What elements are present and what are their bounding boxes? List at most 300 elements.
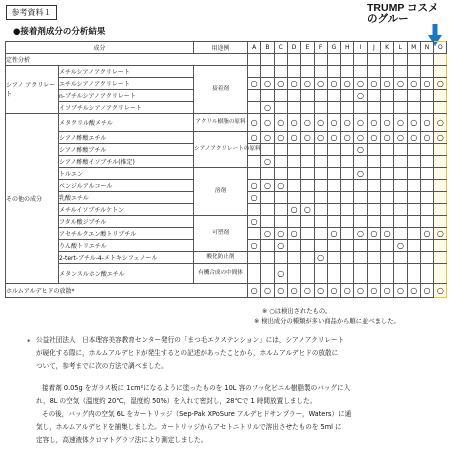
result-mark bbox=[420, 66, 433, 78]
result-mark: ○ bbox=[354, 284, 367, 298]
result-mark bbox=[248, 204, 261, 216]
table-row bbox=[6, 252, 447, 264]
result-mark bbox=[327, 216, 340, 228]
empty-cell bbox=[301, 54, 314, 66]
empty-cell bbox=[434, 54, 447, 66]
result-mark bbox=[327, 192, 340, 204]
result-mark bbox=[380, 156, 393, 168]
result-mark bbox=[301, 168, 314, 180]
result-mark bbox=[327, 156, 340, 168]
result-mark: ○ bbox=[327, 78, 340, 90]
result-mark bbox=[301, 90, 314, 102]
result-mark: ○ bbox=[420, 228, 433, 240]
result-mark bbox=[394, 156, 407, 168]
result-mark: ○ bbox=[354, 78, 367, 90]
result-mark bbox=[394, 252, 407, 264]
result-mark bbox=[248, 66, 261, 78]
result-mark: ○ bbox=[274, 240, 287, 252]
result-mark bbox=[434, 216, 447, 228]
result-mark bbox=[261, 264, 274, 284]
result-mark: ○ bbox=[301, 78, 314, 90]
result-mark bbox=[394, 264, 407, 284]
component-name: りん酸トリエチル bbox=[59, 240, 194, 252]
result-mark bbox=[367, 144, 380, 156]
result-mark bbox=[261, 90, 274, 102]
result-mark: ○ bbox=[248, 240, 261, 252]
result-mark: ○ bbox=[394, 78, 407, 90]
result-mark bbox=[380, 90, 393, 102]
result-mark bbox=[341, 216, 354, 228]
result-mark: ○ bbox=[287, 284, 300, 298]
result-mark bbox=[341, 228, 354, 240]
empty-cell bbox=[380, 54, 393, 66]
result-mark bbox=[274, 204, 287, 216]
result-mark bbox=[354, 216, 367, 228]
result-mark bbox=[327, 240, 340, 252]
col-header: L bbox=[394, 42, 407, 54]
result-mark bbox=[354, 240, 367, 252]
result-mark bbox=[301, 216, 314, 228]
component-name: メタクリル酸メチル bbox=[59, 114, 194, 132]
result-mark bbox=[434, 180, 447, 192]
result-mark bbox=[367, 102, 380, 114]
section-row bbox=[6, 54, 447, 66]
result-mark bbox=[341, 204, 354, 216]
result-mark: ○ bbox=[434, 114, 447, 132]
footnote-line: 接着剤 0.05g をガラス板に 1cm²になるように塗ったものを 10L 容のフッ化ビニル樹脂製のバッグに入 bbox=[42, 384, 351, 392]
result-mark bbox=[380, 216, 393, 228]
result-mark bbox=[394, 192, 407, 204]
empty-cell bbox=[407, 54, 420, 66]
usage-cell: シアノアクリレートの原料 bbox=[194, 132, 248, 168]
result-mark bbox=[314, 156, 327, 168]
analysis-table bbox=[5, 41, 447, 298]
result-mark bbox=[301, 66, 314, 78]
result-mark bbox=[380, 66, 393, 78]
component-name: シアノ酢酸エチル bbox=[59, 132, 194, 144]
component-name: イソブチルシアノアクリレート bbox=[59, 102, 194, 114]
result-mark bbox=[248, 264, 261, 284]
result-mark: ○ bbox=[327, 114, 340, 132]
result-mark bbox=[274, 192, 287, 204]
result-mark bbox=[367, 66, 380, 78]
usage-cell: 可塑剤 bbox=[194, 216, 248, 252]
result-mark: ○ bbox=[248, 192, 261, 204]
result-mark bbox=[301, 264, 314, 284]
result-mark: ○ bbox=[354, 90, 367, 102]
col-header: J bbox=[367, 42, 380, 54]
result-mark bbox=[327, 168, 340, 180]
table-row bbox=[6, 66, 447, 78]
category-cell: その他の成分 bbox=[6, 114, 59, 284]
result-mark bbox=[434, 90, 447, 102]
footnote-mark: * bbox=[27, 338, 31, 346]
brand-line-2: のグルー bbox=[367, 13, 409, 25]
result-mark bbox=[248, 90, 261, 102]
result-mark: ○ bbox=[394, 240, 407, 252]
result-mark bbox=[261, 252, 274, 264]
result-mark bbox=[434, 240, 447, 252]
result-mark bbox=[287, 144, 300, 156]
result-mark bbox=[354, 102, 367, 114]
result-mark bbox=[314, 180, 327, 192]
component-name: メチルシアノアクリレート bbox=[59, 66, 194, 78]
result-mark: ○ bbox=[274, 114, 287, 132]
result-mark bbox=[327, 252, 340, 264]
result-mark bbox=[261, 240, 274, 252]
empty-cell bbox=[394, 54, 407, 66]
result-mark bbox=[287, 156, 300, 168]
result-mark: ○ bbox=[407, 78, 420, 90]
result-mark: ○ bbox=[327, 132, 340, 144]
result-mark: ○ bbox=[327, 284, 340, 298]
result-mark: ○ bbox=[248, 132, 261, 144]
result-mark: ○ bbox=[248, 114, 261, 132]
result-mark bbox=[407, 168, 420, 180]
empty-cell bbox=[274, 54, 287, 66]
empty-cell bbox=[354, 54, 367, 66]
result-mark bbox=[407, 240, 420, 252]
result-mark: ○ bbox=[354, 132, 367, 144]
result-mark bbox=[394, 144, 407, 156]
result-mark bbox=[248, 252, 261, 264]
result-mark bbox=[341, 144, 354, 156]
result-mark bbox=[434, 144, 447, 156]
section-label: 定性分析 bbox=[6, 54, 248, 66]
result-mark bbox=[354, 264, 367, 284]
result-mark: ○ bbox=[274, 180, 287, 192]
result-mark bbox=[394, 204, 407, 216]
result-mark bbox=[327, 66, 340, 78]
result-mark: ○ bbox=[314, 252, 327, 264]
result-mark bbox=[314, 102, 327, 114]
result-mark: ○ bbox=[354, 168, 367, 180]
note-detected: ※ ○は検出されたもの。 bbox=[262, 308, 332, 315]
result-mark bbox=[341, 180, 354, 192]
result-mark bbox=[327, 90, 340, 102]
result-mark bbox=[367, 180, 380, 192]
result-mark bbox=[287, 66, 300, 78]
result-mark bbox=[261, 168, 274, 180]
result-mark bbox=[420, 240, 433, 252]
result-mark bbox=[420, 102, 433, 114]
result-mark bbox=[287, 216, 300, 228]
result-mark bbox=[274, 66, 287, 78]
result-mark bbox=[367, 156, 380, 168]
result-mark bbox=[407, 192, 420, 204]
result-mark: ○ bbox=[261, 132, 274, 144]
result-mark bbox=[434, 192, 447, 204]
result-mark bbox=[287, 180, 300, 192]
result-mark bbox=[420, 192, 433, 204]
empty-cell bbox=[341, 54, 354, 66]
result-mark: ○ bbox=[301, 284, 314, 298]
result-mark bbox=[314, 264, 327, 284]
result-mark bbox=[314, 144, 327, 156]
result-mark bbox=[301, 144, 314, 156]
result-mark bbox=[301, 252, 314, 264]
result-mark bbox=[248, 228, 261, 240]
result-mark bbox=[367, 168, 380, 180]
result-mark: ○ bbox=[434, 284, 447, 298]
footnote-line: れ，8L の空気（温度約 20℃，湿度約 50%）を入れて密封し，28℃で 1 時間放置しました。 bbox=[36, 397, 317, 405]
result-mark bbox=[380, 252, 393, 264]
result-mark bbox=[434, 66, 447, 78]
result-mark: ○ bbox=[341, 132, 354, 144]
result-mark bbox=[314, 90, 327, 102]
result-mark bbox=[434, 204, 447, 216]
result-mark: ○ bbox=[434, 132, 447, 144]
result-mark bbox=[341, 240, 354, 252]
result-mark: ○ bbox=[394, 114, 407, 132]
result-mark bbox=[367, 264, 380, 284]
result-mark bbox=[407, 216, 420, 228]
result-mark bbox=[367, 192, 380, 204]
result-mark bbox=[380, 168, 393, 180]
result-mark: ○ bbox=[380, 78, 393, 90]
result-mark bbox=[407, 228, 420, 240]
col-header-highlighted: O bbox=[434, 42, 447, 54]
result-mark: ○ bbox=[301, 132, 314, 144]
col-header: 成分 bbox=[6, 42, 194, 54]
result-mark: ○ bbox=[274, 264, 287, 284]
result-mark: ○ bbox=[434, 78, 447, 90]
empty-cell bbox=[314, 54, 327, 66]
result-mark bbox=[341, 102, 354, 114]
result-mark bbox=[248, 168, 261, 180]
result-mark: ○ bbox=[341, 284, 354, 298]
result-mark bbox=[314, 66, 327, 78]
component-name: フタル酸ジブチル bbox=[59, 216, 194, 228]
col-header: B bbox=[261, 42, 274, 54]
table-row bbox=[6, 168, 447, 180]
result-mark: ○ bbox=[314, 284, 327, 298]
result-mark: ○ bbox=[407, 132, 420, 144]
component-name: メタンスルホン酸エチル bbox=[59, 264, 194, 284]
result-mark bbox=[341, 156, 354, 168]
result-mark bbox=[394, 102, 407, 114]
result-mark: ○ bbox=[420, 132, 433, 144]
result-mark bbox=[380, 102, 393, 114]
result-mark bbox=[394, 216, 407, 228]
component-name: メチルイソブチルケトン bbox=[59, 204, 194, 216]
result-mark bbox=[301, 192, 314, 204]
empty-cell bbox=[287, 54, 300, 66]
result-mark bbox=[274, 216, 287, 228]
result-mark: ○ bbox=[367, 132, 380, 144]
col-header: K bbox=[380, 42, 393, 54]
result-mark bbox=[407, 66, 420, 78]
result-mark: ○ bbox=[261, 156, 274, 168]
result-mark: ○ bbox=[248, 216, 261, 228]
result-mark bbox=[420, 180, 433, 192]
result-mark bbox=[314, 216, 327, 228]
component-name: シアノ酢酸イソブチル(推定) bbox=[59, 156, 194, 168]
footnote-line: が硬化する際に，ホルムアルデヒドが発生するとの記述があったことから，ホルムアルデヒドの放散に bbox=[36, 349, 339, 357]
result-mark: ○ bbox=[354, 228, 367, 240]
result-mark bbox=[314, 204, 327, 216]
result-mark: ○ bbox=[274, 78, 287, 90]
brand-annotation bbox=[367, 3, 447, 25]
result-mark bbox=[261, 204, 274, 216]
empty-cell bbox=[327, 54, 340, 66]
result-mark bbox=[327, 204, 340, 216]
result-mark bbox=[341, 90, 354, 102]
result-mark bbox=[407, 144, 420, 156]
result-mark bbox=[301, 156, 314, 168]
component-name: アセチルクエン酸トリブチル bbox=[59, 228, 194, 240]
result-mark bbox=[327, 180, 340, 192]
result-mark bbox=[274, 102, 287, 114]
result-mark bbox=[261, 66, 274, 78]
result-mark: ○ bbox=[394, 132, 407, 144]
result-mark bbox=[341, 168, 354, 180]
result-mark: ○ bbox=[314, 132, 327, 144]
header-row bbox=[6, 42, 447, 54]
result-mark bbox=[287, 102, 300, 114]
result-mark bbox=[367, 204, 380, 216]
col-header: N bbox=[420, 42, 433, 54]
result-mark bbox=[420, 204, 433, 216]
result-mark bbox=[261, 192, 274, 204]
result-mark: ○ bbox=[367, 114, 380, 132]
result-mark: ○ bbox=[380, 284, 393, 298]
result-mark bbox=[354, 180, 367, 192]
result-mark bbox=[314, 228, 327, 240]
table-title: ●接着剤成分の分析結果 bbox=[13, 27, 106, 37]
footnote-line: 気し，ホルムアルデヒドを捕集しました。カートリッジからアセトニトリルで溶出させたものを 5ml に bbox=[36, 423, 342, 431]
result-mark: ○ bbox=[434, 228, 447, 240]
empty-cell bbox=[248, 54, 261, 66]
result-mark bbox=[287, 252, 300, 264]
result-mark bbox=[341, 192, 354, 204]
result-mark bbox=[274, 156, 287, 168]
component-name: 2-tert-ブチル-4-メトキシフェノール bbox=[59, 252, 194, 264]
usage-cell: アクリル樹脂の原料 bbox=[194, 114, 248, 132]
result-mark: ○ bbox=[367, 284, 380, 298]
result-mark bbox=[354, 66, 367, 78]
component-name: n-ブチルシアノアクリレート bbox=[59, 90, 194, 102]
component-name: 乳酸エチル bbox=[59, 192, 194, 204]
result-mark bbox=[274, 252, 287, 264]
result-mark bbox=[394, 228, 407, 240]
result-mark bbox=[301, 240, 314, 252]
empty-cell bbox=[261, 54, 274, 66]
result-mark: ○ bbox=[380, 132, 393, 144]
result-mark bbox=[367, 90, 380, 102]
result-mark bbox=[394, 180, 407, 192]
result-mark bbox=[301, 180, 314, 192]
result-mark bbox=[248, 156, 261, 168]
result-mark: ○ bbox=[314, 78, 327, 90]
result-mark bbox=[287, 90, 300, 102]
result-mark: ○ bbox=[394, 284, 407, 298]
empty-cell bbox=[367, 54, 380, 66]
col-header: F bbox=[314, 42, 327, 54]
result-mark: ○ bbox=[420, 114, 433, 132]
result-mark bbox=[420, 264, 433, 284]
result-mark bbox=[274, 168, 287, 180]
result-mark: ○ bbox=[261, 228, 274, 240]
result-mark: ○ bbox=[354, 114, 367, 132]
category-cell: シアノ アクリレート bbox=[6, 66, 59, 114]
result-mark bbox=[367, 216, 380, 228]
formaldehyde-row bbox=[6, 284, 447, 298]
result-mark bbox=[341, 264, 354, 284]
result-mark bbox=[407, 156, 420, 168]
result-mark bbox=[287, 264, 300, 284]
table-row bbox=[6, 114, 447, 132]
col-header: D bbox=[287, 42, 300, 54]
table-row bbox=[6, 216, 447, 228]
result-mark: ○ bbox=[274, 284, 287, 298]
result-mark: ○ bbox=[420, 78, 433, 90]
result-mark bbox=[434, 156, 447, 168]
result-mark bbox=[407, 90, 420, 102]
result-mark bbox=[314, 168, 327, 180]
table-row bbox=[6, 132, 447, 144]
result-mark bbox=[380, 180, 393, 192]
result-mark: ○ bbox=[261, 78, 274, 90]
result-mark bbox=[394, 66, 407, 78]
result-mark: ○ bbox=[287, 228, 300, 240]
result-mark: ○ bbox=[367, 78, 380, 90]
result-mark bbox=[301, 228, 314, 240]
table-row bbox=[6, 264, 447, 284]
component-name: トルエン bbox=[59, 168, 194, 180]
result-mark bbox=[354, 192, 367, 204]
result-mark bbox=[327, 264, 340, 284]
result-mark: ○ bbox=[341, 78, 354, 90]
col-header: A bbox=[248, 42, 261, 54]
result-mark: ○ bbox=[301, 204, 314, 216]
footnote-line: その後，バッグ内の空気 6L をカートリッジ（Sep-Pak XPoSure アルデヒドサンプラー，Waters）に通 bbox=[42, 410, 352, 418]
result-mark bbox=[274, 90, 287, 102]
result-mark bbox=[354, 252, 367, 264]
result-mark: ○ bbox=[301, 114, 314, 132]
result-mark bbox=[407, 204, 420, 216]
result-mark bbox=[434, 264, 447, 284]
result-mark: ○ bbox=[380, 228, 393, 240]
usage-cell: 有機合成の中間体 bbox=[194, 264, 248, 284]
result-mark bbox=[287, 240, 300, 252]
result-mark bbox=[420, 252, 433, 264]
formaldehyde-label: ホルムアルデヒドの放散* bbox=[6, 284, 248, 298]
result-mark bbox=[314, 192, 327, 204]
result-mark bbox=[407, 252, 420, 264]
footnote-line: 公益社団法人 日本理容美容教育センター発行の「まつ毛エクステンション」には，シアノアクリレート bbox=[36, 336, 345, 344]
result-mark: ○ bbox=[287, 204, 300, 216]
result-mark: ○ bbox=[287, 114, 300, 132]
col-header: M bbox=[407, 42, 420, 54]
result-mark bbox=[367, 252, 380, 264]
result-mark: ○ bbox=[420, 284, 433, 298]
result-mark bbox=[394, 90, 407, 102]
result-mark bbox=[380, 264, 393, 284]
result-mark: ○ bbox=[314, 114, 327, 132]
result-mark: ○ bbox=[407, 114, 420, 132]
result-mark: ○ bbox=[327, 228, 340, 240]
result-mark bbox=[420, 144, 433, 156]
result-mark bbox=[420, 168, 433, 180]
component-name: エチルシアノアクリレート bbox=[59, 78, 194, 90]
result-mark bbox=[341, 66, 354, 78]
result-mark bbox=[380, 240, 393, 252]
result-mark bbox=[354, 156, 367, 168]
note-order: ※ 検出成分の種類が多い商品から順に並べました。 bbox=[254, 318, 400, 325]
result-mark: ○ bbox=[274, 132, 287, 144]
result-mark bbox=[261, 144, 274, 156]
